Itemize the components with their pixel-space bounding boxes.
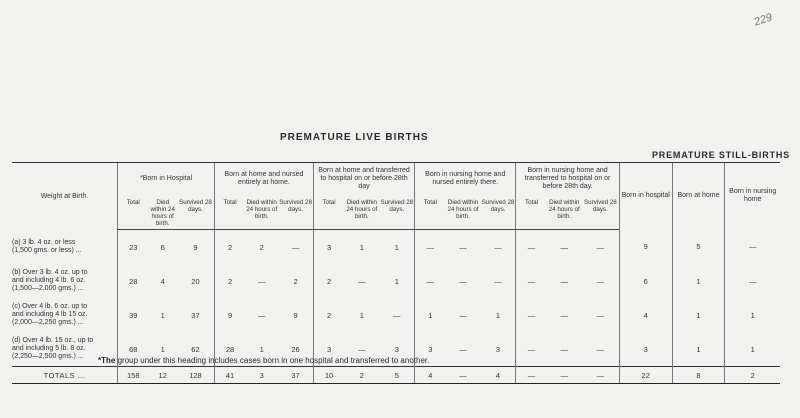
cell-survived: — <box>494 276 502 286</box>
header-row-groups <box>12 163 780 196</box>
row-label <box>12 298 118 332</box>
totals-label: TOTALS ... <box>12 367 118 384</box>
total-total: 4 <box>415 367 446 384</box>
cell-survived: 3 <box>495 344 501 354</box>
cell-died: 1 <box>359 310 364 320</box>
sub-header-total: Total <box>415 195 446 230</box>
sub-header-survived: Survived 28 days. <box>582 195 619 230</box>
cell-died: — <box>358 276 366 286</box>
cell-total: — <box>516 230 547 265</box>
cell-survived: 26 <box>291 344 300 354</box>
cell-total: 3 <box>313 230 344 265</box>
cell-died: 2 <box>259 242 264 252</box>
row-label-line: (1,500—2,000 gms.) ... <box>12 285 84 292</box>
sub-header-survived: Survived 28 days. <box>379 195 414 230</box>
cell-died: — <box>560 344 569 354</box>
total-total: — <box>516 367 547 384</box>
row-label <box>12 264 118 298</box>
total-died: 2 <box>344 367 379 384</box>
group-header-born-at-home: Born at home and nursed entirely at home. <box>214 163 313 196</box>
cell-died: 1 <box>160 344 165 354</box>
row-label-line: (d) Over 4 lb. 15 oz., up to <box>12 337 94 344</box>
sub-header-total: Total <box>214 195 245 230</box>
sub-header-survived: Survived 28 days. <box>278 195 313 230</box>
cell-survived: — <box>596 242 605 252</box>
total-survived: 4 <box>481 367 516 384</box>
total-still-nursing-home: 2 <box>725 367 780 384</box>
cell-total: 23 <box>118 230 149 265</box>
total-still-hospital: 22 <box>619 367 672 384</box>
cell-still-nursing-home: 1 <box>725 298 780 332</box>
still-header-nursing-home: Born in nursing home <box>725 163 780 230</box>
cell-still-home: 1 <box>672 298 725 332</box>
cell-still-hospital: 6 <box>619 264 672 298</box>
cell-total: — <box>516 264 547 298</box>
cell-total: 39 <box>118 298 149 332</box>
cell-total: 2 <box>214 264 245 298</box>
cell-total: 2 <box>214 230 245 265</box>
row-label-line: (c) Over 4 lb. 6 oz. up to <box>12 303 88 310</box>
row-label-line: (2,250—2,500 gms.) ... <box>12 353 84 360</box>
total-total: 158 <box>118 367 149 384</box>
total-survived: 37 <box>278 367 313 384</box>
cell-survived: 1 <box>394 242 399 252</box>
cell-survived: — <box>393 310 401 320</box>
total-survived: 128 <box>177 367 214 384</box>
cell-still-nursing-home: — <box>725 264 780 298</box>
total-died: — <box>547 367 582 384</box>
cell-total: 68 <box>118 332 149 367</box>
total-total: 41 <box>214 367 245 384</box>
cell-total: 9 <box>214 298 245 332</box>
cell-survived: — <box>596 344 605 354</box>
cell-died: — <box>459 242 467 252</box>
sub-header-survived: Survived 28 days. <box>177 195 214 230</box>
row-label-line: (2,000—2,250 gms.) ... <box>12 319 84 326</box>
cell-total: 2 <box>313 264 344 298</box>
cell-survived: 2 <box>293 276 298 286</box>
cell-survived: 62 <box>191 344 200 354</box>
row-label-line: and including 4 lb. 6 oz. <box>12 277 86 284</box>
cell-survived: 1 <box>394 276 399 286</box>
footnote-text: group under this heading includes cases born in one hospital and transferred to another. <box>117 356 430 365</box>
row-label-line: (a) 3 lb. 4 oz. or less <box>12 238 76 246</box>
group-header-nursing-home-transferred: Born in nursing home and transferred to hospital on or before 28th day. <box>516 163 619 196</box>
cell-died: 1 <box>259 344 264 354</box>
heading-live-births: PREMATURE LIVE BIRTHS <box>280 132 429 143</box>
group-header-born-in-hospital: *Born in Hospital <box>118 163 215 196</box>
group-header-nursing-home: Born in nursing home and nursed entirely there. <box>415 163 516 196</box>
total-still-home: 8 <box>672 367 725 384</box>
cell-still-home: 1 <box>672 332 725 367</box>
sub-header-total: Total <box>516 195 547 230</box>
cell-still-hospital: 9 <box>619 230 672 265</box>
sub-header-died: Died within 24 hours of birth. <box>148 195 177 230</box>
cell-survived: 20 <box>191 276 200 286</box>
cell-survived: 1 <box>495 310 501 320</box>
cell-still-hospital: 4 <box>619 298 672 332</box>
cell-total: — <box>415 264 446 298</box>
totals-row <box>12 367 780 384</box>
cell-died: — <box>560 276 569 286</box>
cell-survived: — <box>596 310 605 320</box>
cell-still-nursing-home: — <box>725 230 780 265</box>
sub-header-total: Total <box>313 195 344 230</box>
row-label-line: (b) Over 3 lb. 4 oz. up to <box>12 269 88 276</box>
cell-survived: — <box>494 242 502 252</box>
still-header-home: Born at home <box>672 163 725 230</box>
total-survived: — <box>582 367 619 384</box>
group-header-home-transferred: Born at home and transferred to hospital on or before 28th day <box>313 163 414 196</box>
cell-survived: 9 <box>293 310 298 320</box>
cell-died: — <box>560 242 569 252</box>
cell-total: — <box>516 332 547 367</box>
cell-still-home: 1 <box>672 264 725 298</box>
footnote-mark: *The <box>98 356 116 365</box>
cell-total: 3 <box>313 332 344 367</box>
cell-total: 3 <box>415 332 446 367</box>
table-row <box>12 264 780 298</box>
cell-total: — <box>415 230 446 265</box>
sub-header-died: Died within 24 hours of birth. <box>344 195 379 230</box>
handwritten-page-number: 229 <box>752 11 774 29</box>
cell-survived: 37 <box>191 310 200 320</box>
cell-still-hospital: 3 <box>619 332 672 367</box>
cell-died: 4 <box>160 276 165 286</box>
cell-died: — <box>459 310 467 320</box>
total-total: 10 <box>313 367 344 384</box>
cell-survived: 9 <box>193 242 198 252</box>
row-label-line: and including 5 lb. 8 oz. <box>12 345 86 352</box>
cell-total: 2 <box>313 298 344 332</box>
cell-still-home: 5 <box>672 230 725 265</box>
cell-died: — <box>560 310 569 320</box>
row-label-line: (1,500 gms. or less) ... <box>12 246 82 254</box>
sub-header-total: Total <box>118 195 149 230</box>
total-died: 12 <box>148 367 177 384</box>
cell-total: — <box>516 298 547 332</box>
table-row <box>12 230 780 265</box>
cell-survived: 3 <box>394 344 399 354</box>
total-died: 3 <box>245 367 278 384</box>
heading-still-births: PREMATURE STILL-BIRTHS <box>652 150 790 160</box>
premature-births-table <box>12 162 780 384</box>
sub-header-died: Died within 24 hours of birth. <box>547 195 582 230</box>
cell-died: — <box>257 310 266 320</box>
cell-total: 28 <box>118 264 149 298</box>
sub-header-died: Died within 24 hours of birth. <box>445 195 480 230</box>
footnote <box>98 356 429 365</box>
cell-died: 1 <box>160 310 165 320</box>
still-header-hospital: Born in hospital <box>619 163 672 230</box>
cell-died: 1 <box>359 242 364 252</box>
row-label <box>12 230 118 265</box>
cell-died: — <box>358 344 366 354</box>
sub-header-died: Died within 24 hours of birth. <box>245 195 278 230</box>
cell-still-nursing-home: 1 <box>725 332 780 367</box>
row-label-line: and including 4 lb 15 oz. <box>12 311 88 318</box>
total-died: — <box>445 367 480 384</box>
cell-died: — <box>257 276 266 286</box>
cell-total: 1 <box>415 298 446 332</box>
table-row <box>12 298 780 332</box>
cell-died: — <box>459 344 467 354</box>
weight-header: Weight at Birth. <box>12 163 118 230</box>
cell-survived: — <box>291 242 300 252</box>
total-survived: 5 <box>379 367 414 384</box>
cell-total: 28 <box>214 332 245 367</box>
cell-died: — <box>459 276 467 286</box>
cell-survived: — <box>596 276 605 286</box>
sub-header-survived: Survived 28 days. <box>481 195 516 230</box>
cell-died: 6 <box>160 242 165 252</box>
